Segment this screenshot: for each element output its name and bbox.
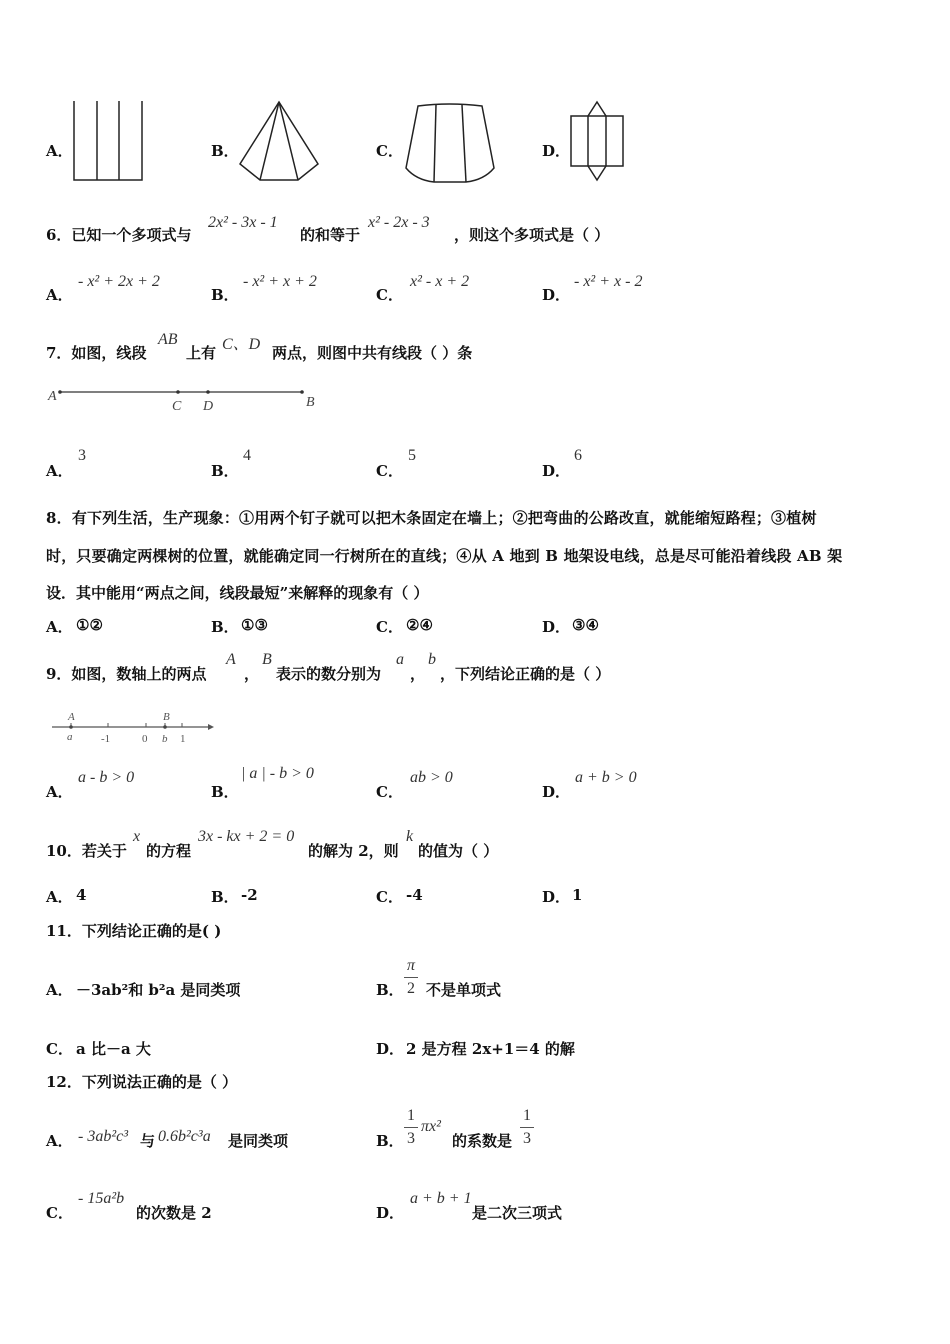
q7-stem-2: 上有 — [186, 344, 217, 362]
q9-option-a-label: A． — [46, 783, 73, 801]
q10-expr-equation: 3x - kx + 2 = 0 — [198, 828, 295, 845]
q11-option-b-text: 不是单项式 — [426, 981, 502, 999]
q10-option-a-label: A． — [46, 888, 73, 906]
q10-expr-x: x — [133, 828, 141, 845]
q11-option-b-denominator: 2 — [407, 980, 415, 997]
q11-option-a-text: －3ab²和 b²a 是同类项 — [76, 981, 241, 999]
q9-option-c-expr: ab > 0 — [410, 769, 453, 786]
q12-stem: 12．下列说法正确的是（ ） — [46, 1073, 238, 1091]
q6-option-d-label: D． — [542, 286, 571, 304]
q9-tick-label-0: 0 — [142, 733, 148, 745]
q10-stem-4: 的值为（ ） — [418, 842, 499, 860]
q6-expr-2: x² - 2x - 3 — [368, 214, 430, 231]
q8-option-d-value: ③④ — [572, 616, 599, 634]
q12-option-b-fraction-2 — [520, 1105, 534, 1150]
q9-expr-var-a: a — [396, 651, 404, 668]
q12-option-c-label: C． — [46, 1204, 73, 1222]
q10-option-a-value: 4 — [76, 886, 87, 904]
q7-expr-1: AB — [158, 331, 178, 348]
q7-option-b-label: B． — [211, 462, 239, 480]
q11-option-b-numerator: π — [404, 955, 418, 978]
q6-option-b-expr: - x² + x + 2 — [243, 273, 317, 290]
q6-stem-3: ，则这个多项式是（ ） — [454, 226, 610, 244]
q8-option-b-value: ①③ — [241, 616, 268, 634]
q9-tick-label-a: a — [67, 731, 73, 743]
q9-top-label-a: A — [68, 711, 75, 723]
q9-sep-2: ， — [410, 665, 426, 683]
q12-option-d-expr: a + b + 1 — [410, 1190, 472, 1207]
q9-expr-b: B — [262, 651, 272, 668]
q9-option-a-expr: a - b > 0 — [78, 769, 135, 786]
q11-option-a-label: A． — [46, 981, 73, 999]
q9-option-b-expr: | a | - b > 0 — [241, 765, 314, 782]
q7-point-c: C — [172, 399, 182, 414]
q8-option-a-label: A． — [46, 618, 73, 636]
q7-point-b: B — [306, 395, 315, 410]
q10-expr-k: k — [406, 828, 414, 845]
q7-option-b-value: 4 — [243, 447, 251, 464]
q7-point-d: D — [203, 399, 214, 414]
q11-option-b-label: B． — [376, 981, 404, 999]
q5-option-a-label: A． — [46, 142, 73, 160]
q8-line-1: 8．有下列生活，生产现象：①用两个钉子就可以把木条固定在墙上；②把弯曲的公路改直，就能缩短路程；③植树 — [46, 509, 817, 527]
q12-option-a-text: 是同类项 — [228, 1132, 289, 1150]
q10-option-b-value: -2 — [241, 886, 258, 904]
q5-option-d-label: D． — [542, 142, 571, 160]
q6-option-a-expr: - x² + 2x + 2 — [78, 273, 160, 290]
q10-option-d-label: D． — [542, 888, 571, 906]
q7-option-c-label: C． — [376, 462, 403, 480]
q10-stem-2: 的方程 — [146, 842, 192, 860]
q11-option-d-label: D． — [376, 1040, 405, 1058]
q9-sep-1: ， — [244, 665, 260, 683]
q9-axis-arrow — [208, 724, 214, 730]
q5-option-b-label: B． — [211, 142, 239, 160]
q12-option-d-label: D． — [376, 1204, 405, 1222]
q5-figure-b — [238, 100, 322, 184]
q9-stem-1: 9．如图，数轴上的两点 — [46, 665, 207, 683]
q11-option-d-text: 2 是方程 2x+1＝4 的解 — [406, 1040, 575, 1058]
q8-line-3: 设．其中能用“两点之间，线段最短”来解释的现象有（ ） — [46, 584, 429, 602]
q9-top-label-b: B — [163, 711, 170, 723]
q7-option-d-value: 6 — [574, 447, 582, 464]
q12-option-a-mid: 与 — [140, 1132, 156, 1150]
q9-option-d-label: D． — [542, 783, 571, 801]
q9-tick-label-1: 1 — [180, 733, 186, 745]
q12-option-a-label: A． — [46, 1132, 73, 1150]
q9-stem-2: 表示的数分别为 — [276, 665, 382, 683]
q11-stem: 11．下列结论正确的是( ) — [46, 922, 222, 940]
q12-option-b-label: B． — [376, 1132, 404, 1150]
q7-point-a: A — [48, 389, 57, 404]
q8-option-a-value: ①② — [76, 616, 103, 634]
q12-option-b-denominator-1: 3 — [407, 1130, 415, 1147]
q9-expr-var-b: b — [428, 651, 436, 668]
q10-option-b-label: B． — [211, 888, 239, 906]
q12-option-a-expr-2: 0.6b²c³a — [158, 1128, 211, 1145]
q12-option-c-text: 的次数是 2 — [136, 1204, 212, 1222]
q9-expr-a: A — [226, 651, 236, 668]
q8-option-b-label: B． — [211, 618, 239, 636]
q9-option-b-label: B． — [211, 783, 239, 801]
q9-tick-label-minus-1: -1 — [101, 733, 111, 745]
q7-expr-2: C、D — [222, 336, 261, 353]
q7-option-a-value: 3 — [78, 447, 86, 464]
q5-figure-c — [404, 102, 496, 184]
q12-option-b-denominator-2: 3 — [523, 1130, 531, 1147]
q8-option-d-label: D． — [542, 618, 571, 636]
q7-option-c-value: 5 — [408, 447, 416, 464]
q12-option-d-text: 是二次三项式 — [472, 1204, 563, 1222]
q6-stem-2: 的和等于 — [300, 226, 361, 244]
q10-option-c-label: C． — [376, 888, 403, 906]
q9-number-line — [50, 708, 220, 748]
q12-option-b-numerator-2: 1 — [520, 1105, 534, 1128]
q6-option-b-label: B． — [211, 286, 239, 304]
q6-option-a-label: A． — [46, 286, 73, 304]
q7-stem-3: 两点，则图中共有线段（ ）条 — [272, 344, 473, 362]
q8-option-c-label: C． — [376, 618, 403, 636]
q9-option-d-expr: a + b > 0 — [575, 769, 637, 786]
q5-option-c-label: C． — [376, 142, 403, 160]
q10-option-d-value: 1 — [572, 886, 583, 904]
q7-option-d-label: D． — [542, 462, 571, 480]
q5-figure-a — [72, 98, 146, 184]
q12-option-c-expr: - 15a²b — [78, 1190, 125, 1207]
q5-figure-a-rect — [74, 100, 142, 180]
q11-option-c-label: C． — [46, 1040, 73, 1058]
q12-option-b-fraction-1 — [404, 1105, 418, 1150]
q10-option-c-value: -4 — [406, 886, 423, 904]
q6-stem-1: 6．已知一个多项式与 — [46, 226, 192, 244]
q12-option-b-text: 的系数是 — [452, 1132, 513, 1150]
q7-segment-figure — [46, 384, 326, 416]
q6-expr-1: 2x² - 3x - 1 — [208, 214, 278, 231]
q12-option-a-expr-1: - 3ab²c³ — [78, 1128, 129, 1145]
q8-option-c-value: ②④ — [406, 616, 433, 634]
q11-option-b-fraction — [404, 955, 418, 1000]
q11-option-c-text: a 比－a 大 — [76, 1040, 151, 1058]
q5-figure-d — [569, 100, 627, 184]
q6-option-d-expr: - x² + x - 2 — [574, 273, 643, 290]
q6-option-c-expr: x² - x + 2 — [410, 273, 470, 290]
q9-stem-3: ，下列结论正确的是（ ） — [440, 665, 611, 683]
q7-option-a-label: A． — [46, 462, 73, 480]
q8-line-2: 时，只要确定两棵树的位置，就能确定同一行树所在的直线；④从 A 地到 B 地架设电线，总是尽可能沿着线段 AB 架 — [46, 547, 843, 565]
q12-option-b-numerator-1: 1 — [404, 1105, 418, 1128]
q9-tick-label-b: b — [162, 733, 168, 745]
q9-option-c-label: C． — [376, 783, 403, 801]
q6-option-c-label: C． — [376, 286, 403, 304]
q10-stem-3: 的解为 2，则 — [308, 842, 399, 860]
q10-stem-1: 10．若关于 — [46, 842, 127, 860]
q12-option-b-variable: πx² — [421, 1118, 441, 1135]
q7-stem-1: 7．如图，线段 — [46, 344, 147, 362]
